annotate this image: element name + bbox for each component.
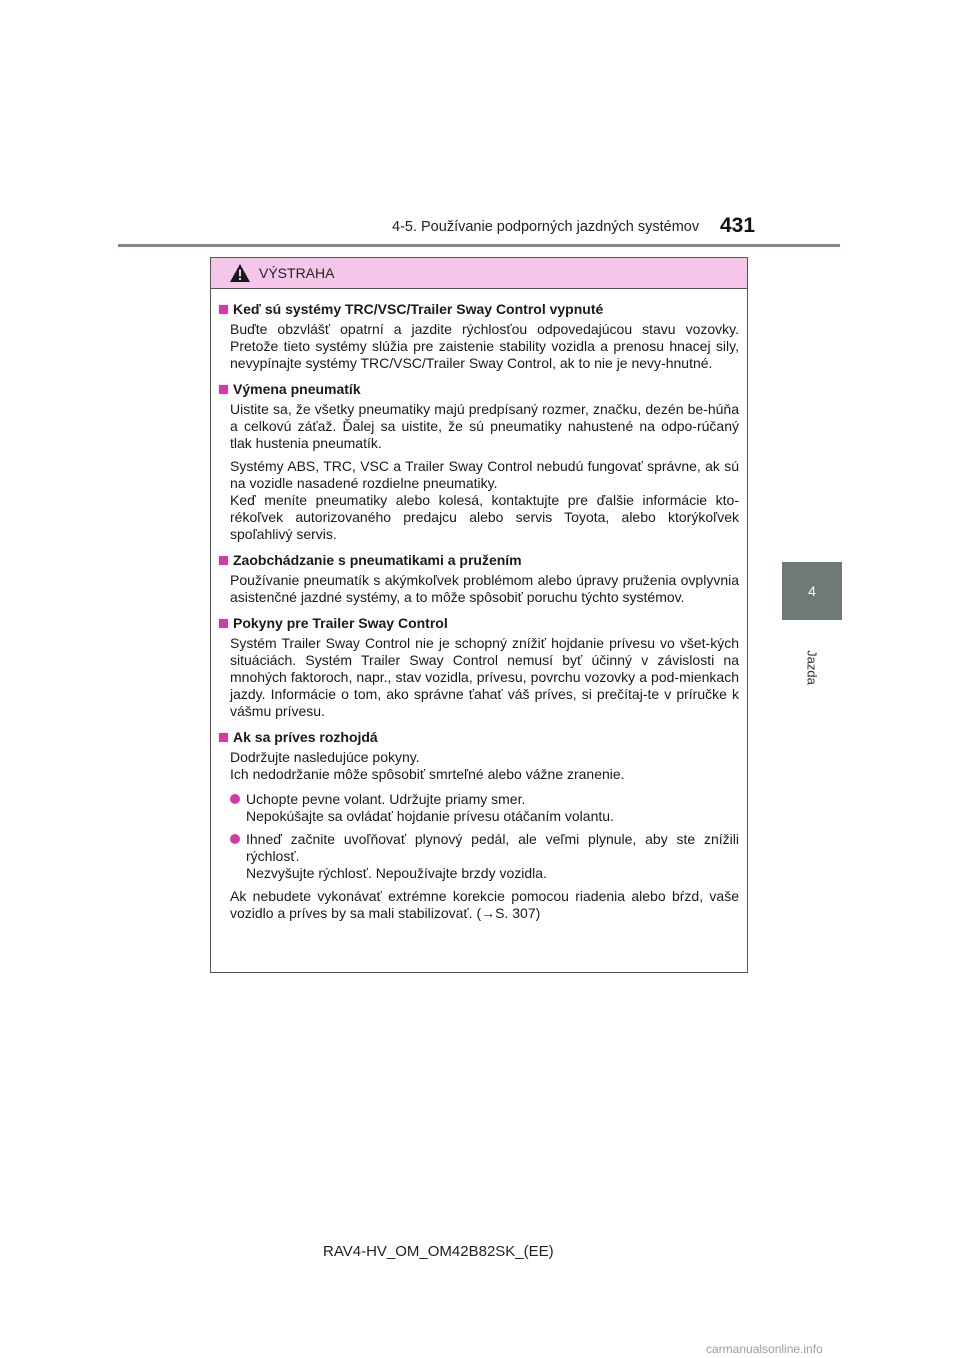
list-item: Uchopte pevne volant. Udržujte priamy smer. Nepokúšajte sa ovládať hojdanie prívesu otáčaním volantu. (230, 791, 739, 825)
list-item: Ihneď začnite uvoľňovať plynový pedál, ale veľmi plynule, aby ste znížili rýchlosť. Nezvyšujte rýchlosť. Nepoužívajte brzdy vozidla. (230, 831, 739, 882)
paragraph: Používanie pneumatík s akýmkoľvek problémom alebo úpravy pruženia ovplyvnia asistenčné jazdné systémy, a to môže spôsobiť poruchu týchto systémov. (230, 572, 739, 605)
warning-body (211, 289, 747, 922)
header-divider (118, 244, 840, 247)
paragraph: Dodržujte nasledujúce pokyny. (230, 749, 420, 765)
section-marker-icon (219, 733, 228, 742)
paragraph: Ich nedodržanie môže spôsobiť smrteľné alebo vážne zranenie. (230, 766, 625, 782)
section-trc-vsc-off (219, 301, 739, 372)
section-title: Zaobchádzanie s pneumatikami a pružením (233, 552, 522, 568)
chapter-tab (782, 562, 842, 620)
warning-header (211, 258, 747, 289)
warning-box (210, 257, 748, 973)
paragraph: Uistite sa, že všetky pneumatiky majú predpísaný rozmer, značku, dezén be-húňa a celkovú záťaž. Ďalej sa uistite, že sú pneumatiky nahustené na odpo-rúčaný tlak hustenia pneumatík. (230, 401, 739, 451)
section-marker-icon (219, 556, 228, 565)
paragraph: Systémy ABS, TRC, VSC a Trailer Sway Control nebudú fungovať správne, ak sú na vozidle nasadené rozdielne pneumatiky. (230, 458, 739, 491)
section-title: Ak sa príves rozhojdá (233, 729, 378, 745)
section-trailer-sway (219, 615, 739, 720)
section-title: 4-5. Používanie podporných jazdných systémov (392, 219, 700, 235)
section-marker-icon (219, 305, 228, 314)
watermark: carmanualsonline.info (706, 1342, 823, 1356)
bullet-icon (230, 794, 240, 804)
paragraph: Systém Trailer Sway Control nie je schopný znížiť hojdanie prívesu vo všet-kých situáciách. Systém Trailer Sway Control nemusí byť účinný v závislosti na mnohých faktoroch, napr., stav vozidla, prívesu, povrchu vozovky a pod-mienkach jazdy. Informácie o tom, ako správne ťahať váš príves, si prečítaj-te v príručke k vášmu prívesu. (230, 635, 739, 719)
paragraph: Ak nebudete vykonávať extrémne korekcie pomocou riadenia alebo bŕzd, vaše vozidlo a príves by sa mali stabilizovať. (→S. 307) (230, 888, 739, 921)
document-code: RAV4-HV_OM_OM42B82SK_(EE) (323, 1243, 554, 1260)
warning-title: VÝSTRAHA (259, 265, 335, 281)
bullet-icon (230, 834, 240, 844)
paragraph: Buďte obzvlášť opatrní a jazdite rýchlosťou odpovedajúcou stavu vozovky. Pretože tieto systémy slúžia pre zaistenie stability vozidla a prenosu hnacej sily, nevypínajte systémy TRC/VSC/Trailer Sway Control, ak to nie je nevy-hnutné. (230, 321, 739, 371)
page-number: 431 (720, 214, 756, 237)
section-trailer-swaying (219, 729, 739, 922)
section-title: Pokyny pre Trailer Sway Control (233, 615, 448, 631)
section-title: Keď sú systémy TRC/VSC/Trailer Sway Control vypnuté (233, 301, 604, 317)
paragraph: Keď meníte pneumatiky alebo kolesá, kontaktujte pre ďalšie informácie kto-rékoľvek autorizovaného predajcu alebo servis Toyota, alebo ktorýkoľvek spoľahlivý servis. (230, 492, 739, 542)
section-marker-icon (219, 619, 228, 628)
section-marker-icon (219, 385, 228, 394)
warning-triangle-icon (229, 263, 251, 283)
chapter-number: 4 (808, 583, 816, 599)
section-title: Výmena pneumatík (233, 381, 361, 397)
section-tires-suspension (219, 552, 739, 606)
chapter-label: Jazda (804, 650, 820, 685)
section-tire-replacement (219, 381, 739, 543)
